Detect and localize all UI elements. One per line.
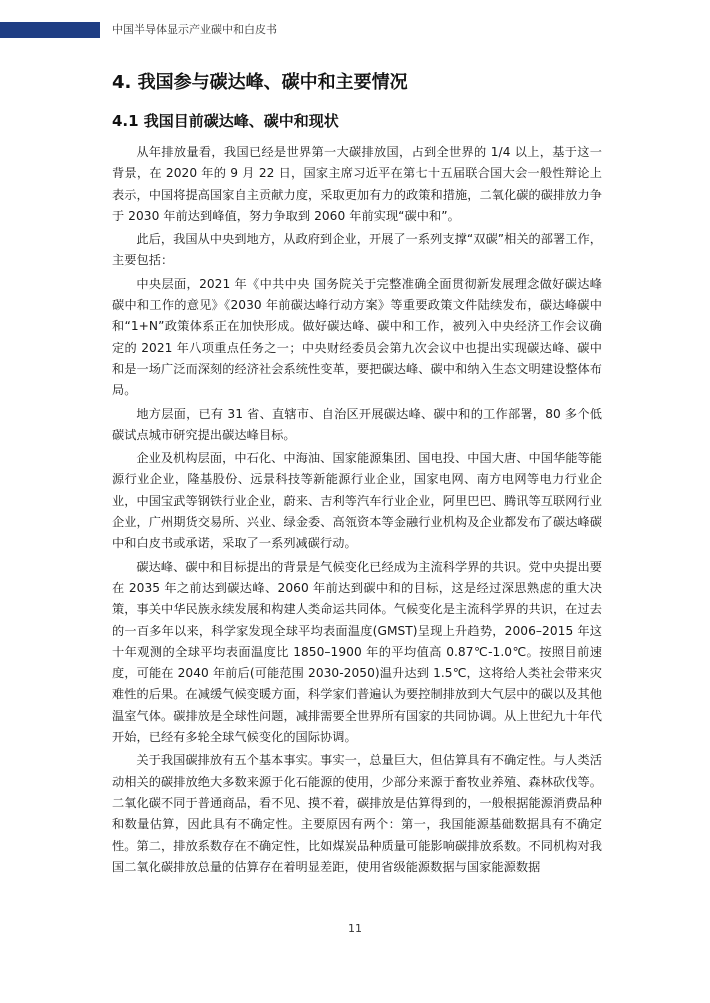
paragraph-climate-background: 碳达峰、碳中和目标提出的背景是气候变化已经成为主流科学界的共识。党中央提出要在 2035 年之前达到碳达峰、2060 年前达到碳中和的目标，这是经过深思熟虑的重大决策，事关中华民族永续发展和构建人类命运共同体。气候变化是主流科学界的共识，在过去的一百多年以来，科学家发现全球平均表面温度(GMST)呈现上升趋势，2006–2015 年这十年观测的全球平均表面温度比 1850–1900 年的平均值高 0.87℃-1.0℃。按照目前速度，可能在 2040 年前后(可能范围 2030-2050)温升达到 1.5℃，这将给人类社会带来灾难性的后果。在减缓气候变暖方面，科学家们普遍认为要控制排放到大气层中的碳以及其他温室气体。碳排放是全球性问题，减排需要全世界所有国家的共同协调。从上世纪九十年代开始，已经有多轮全球气候变化的国际协调。 <box>112 559 602 745</box>
body-text <box>112 142 602 880</box>
paragraph-local-level: 地方层面，已有 31 省、直辖市、自治区开展碳达峰、碳中和的工作部署，80 多个低碳试点城市研究提出碳达峰目标。 <box>112 406 602 442</box>
page-number: 11 <box>348 922 362 935</box>
header-accent-bar <box>0 22 100 38</box>
running-header-title: 中国半导体显示产业碳中和白皮书 <box>112 23 277 36</box>
section-heading: 4. 我国参与碳达峰、碳中和主要情况 <box>112 72 408 93</box>
paragraph-five-facts: 关于我国碳排放有五个基本事实。事实一，总量巨大，但估算具有不确定性。与人类活动相关的碳排放绝大多数来源于化石能源的使用，少部分来源于畜牧业养殖、森林砍伐等。二氧化碳不同于普通商品，看不见、摸不着，碳排放是估算得到的，一般根据能源消费品种和数量估算，因此具有不确定性。主要原因有两个：第一，我国能源基础数据具有不确定性。第二，排放系数存在不确定性，比如煤炭品种质量可能影响碳排放系数。不同机构对我国二氧化碳排放总量的估算存在着明显差距，使用省级能源数据与国家能源数据 <box>112 753 602 874</box>
paragraph-enterprise-level: 企业及机构层面，中石化、中海油、国家能源集团、国电投、中国大唐、中国华能等能源行业企业，隆基股份、远景科技等新能源行业企业，国家电网、南方电网等电力行业企业，中国宝武等钢铁行业企业，蔚来、吉利等汽车行业企业，阿里巴巴、腾讯等互联网行业企业，广州期货交易所、兴业、绿金委、高瓴资本等金融行业机构及企业都发布了碳达峰碳中和白皮书或承诺，采取了一系列减碳行动。 <box>112 451 602 551</box>
paragraph-emissions-background: 从年排放量看，我国已经是世界第一大碳排放国，占到全世界的 1/4 以上，基于这一背景，在 2020 年的 9 月 22 日，国家主席习近平在第七十五届联合国大会一般性辩论上表示，中国将提高国家自主贡献力度，采取更加有力的政策和措施，二氧化碳的碳排放力争于 2030 年前达到峰值，努力争取到 2060 年前实现“碳中和”。 <box>112 145 602 223</box>
paragraph-central-level: 中央层面，2021 年《中共中央 国务院关于完整准确全面贯彻新发展理念做好碳达峰碳中和工作的意见》《2030 年前碳达峰行动方案》等重要政策文件陆续发布，碳达峰碳中和“1+N”政策体系正在加快形成。做好碳达峰、碳中和工作，被列入中央经济工作会议确定的 2021 年八项重点任务之一；中央财经委员会第九次会议中也提出实现碳达峰、碳中和是一场广泛而深刻的经济社会系统性变革，要把碳达峰、碳中和纳入生态文明建设整体布局。 <box>112 276 602 398</box>
subsection-heading: 4.1 我国目前碳达峰、碳中和现状 <box>112 112 339 130</box>
paragraph-deployment-intro: 此后，我国从中央到地方，从政府到企业，开展了一系列支撑“双碳”相关的部署工作，主要包括： <box>112 232 602 268</box>
